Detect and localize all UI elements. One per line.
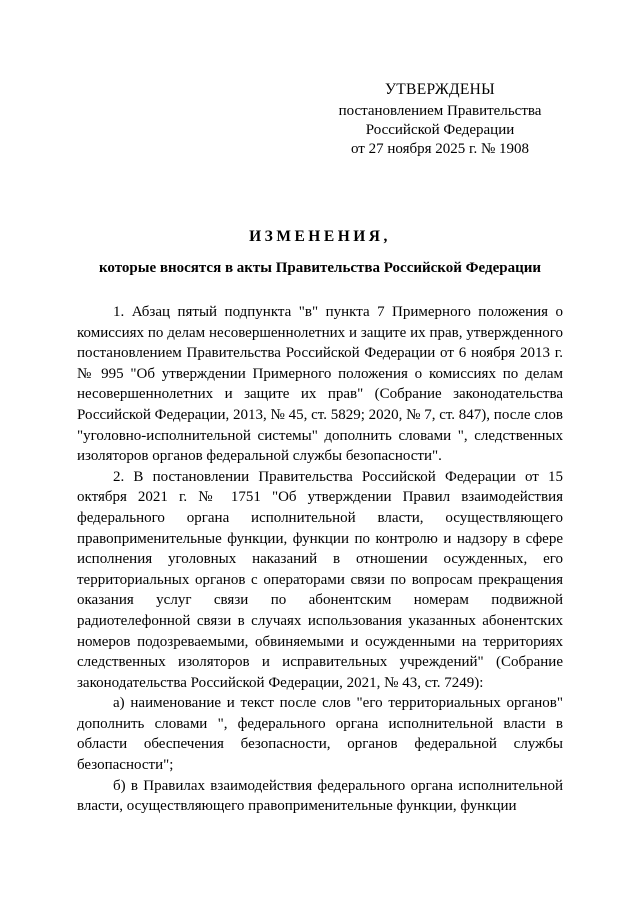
approval-stamp (330, 80, 550, 159)
paragraph-1: 1. Абзац пятый подпункта "в" пункта 7 Примерного положения о комиссиях по делам несовершеннолетних и защите их прав, утвержденного постановлением Правительства Российской Федерации от 6 ноября 2013 г. № 995 "Об утверждении Примерного положения о комиссиях по делам несовершеннолетних и защите их прав" (Собрание законодательства Российской Федерации, 2013, № 45, ст. 5829; 2020, № 7, ст. 847), после слов "уголовно-исполнительной системы" дополнить словами ", следственных изоляторов органов федеральной службы безопасности". (77, 304, 563, 465)
document-title: ИЗМЕНЕНИЯ, (249, 228, 391, 245)
document-body (77, 302, 563, 817)
document-title-block (60, 227, 580, 278)
approval-line-2: Российской Федерации (365, 122, 515, 138)
paragraph-2a: а) наименование и текст после слов "его территориальных органов" дополнить словами ", федерального органа исполнительной власти в области обеспечения безопасности, органов федеральной службы безопасности"; (77, 695, 563, 774)
approval-heading: УТВЕРЖДЕНЫ (385, 81, 495, 98)
paragraph-2b: б) в Правилах взаимодействия федерального органа исполнительной власти, осуществляющего правоприменительные функции, функции (77, 777, 563, 815)
document-subtitle: которые вносятся в акты Правительства Российской Федерации (98, 260, 542, 276)
paragraph-2: 2. В постановлении Правительства Российской Федерации от 15 октября 2021 г. № 1751 "Об утверждении Правил взаимодействия федерального органа исполнительной власти, осуществляющего правоприменительные функции, функции по контролю и надзору в сфере исполнения уголовных наказаний в отношении осужденных, его территориальных органов с операторами связи по вопросам прекращения оказания услуг связи по абонентским номерам подвижной радиотелефонной связи в случаях использования указанных абонентских номеров подозреваемыми, обвиняемыми и осужденными на территориях следственных изоляторов и исправительных учреждений" (Собрание законодательства Российской Федерации, 2021, № 43, ст. 7249): (77, 468, 563, 691)
approval-line-3: от 27 ноября 2025 г. № 1908 (350, 141, 530, 157)
approval-line-1: постановлением Правительства (338, 103, 542, 119)
